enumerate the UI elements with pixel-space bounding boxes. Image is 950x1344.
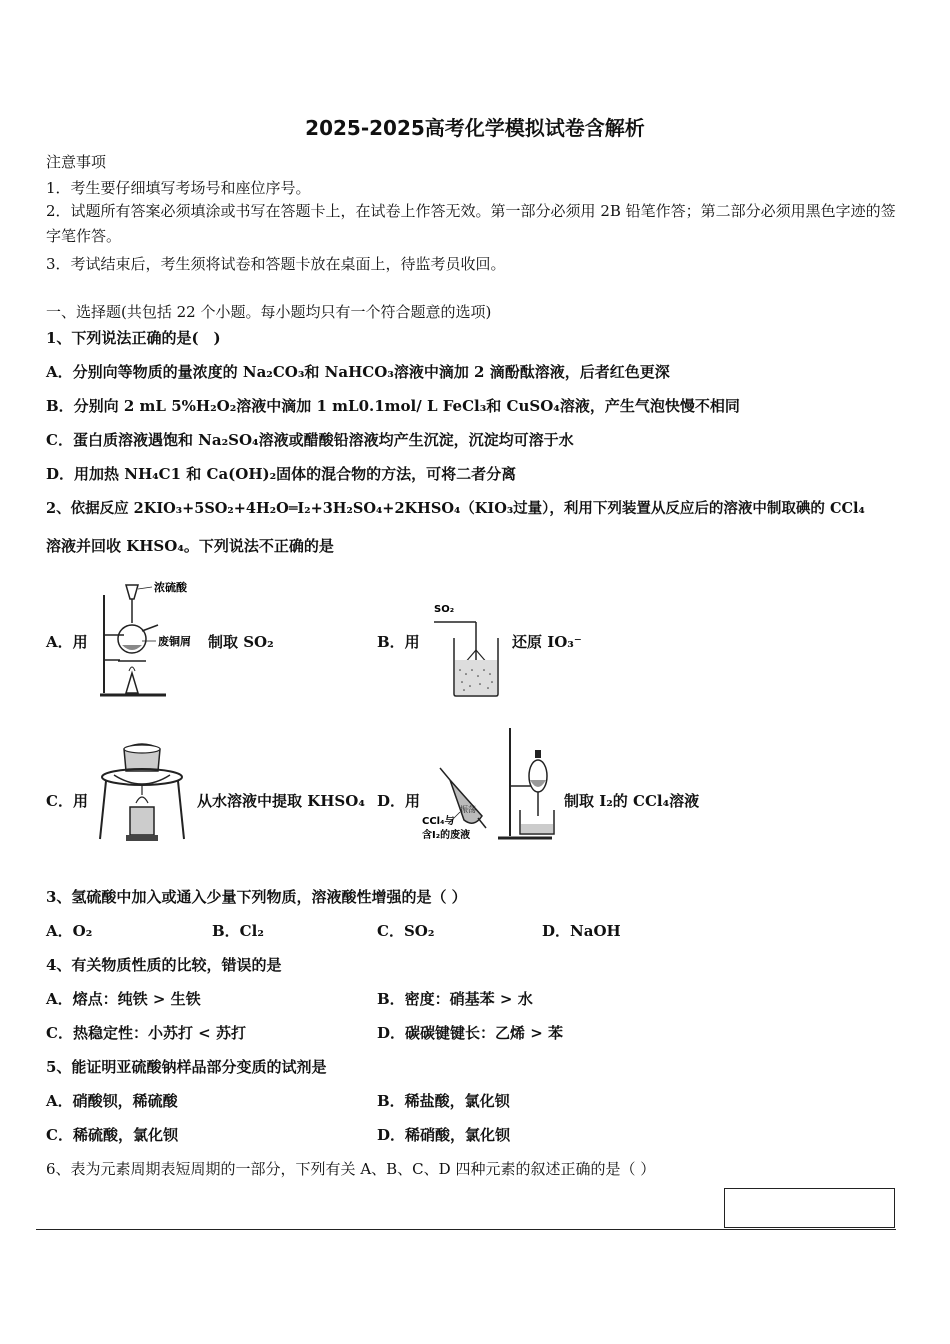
evaporating-dish-tripod-figure <box>96 735 194 847</box>
question-6-stem: 6、表为元素周期表短周期的一部分，下列有关 A、B、C、D 四种元素的叙述正确的是（ ） <box>46 1160 656 1178</box>
question-2-option-c-post: 从水溶液中提取 KHSO₄ <box>197 792 365 810</box>
fig-label-copper-scrap: 废铜屑 <box>158 635 191 648</box>
svg-text:振荡: 振荡 <box>460 805 476 814</box>
question-3-stem: 3、氢硫酸中加入或通入少量下列物质，溶液酸性增强的是（ ） <box>46 888 467 906</box>
question-2-option-b-post: 还原 IO₃⁻ <box>512 633 582 651</box>
question-2-option-a-pre: A．用 <box>46 633 88 651</box>
question-4-option-c: C．热稳定性：小苏打 < 苏打 <box>46 1024 246 1042</box>
so2-generator-apparatus-figure <box>96 575 206 700</box>
question-1-option-b: B．分别向 2 mL 5%H₂O₂溶液中滴加 1 mL0.1mol/ L FeCl₃和 CuSO₄溶液，产生气泡快慢不相同 <box>46 397 740 415</box>
question-4-option-d: D．碳碳键键长：乙烯 > 苯 <box>377 1024 564 1042</box>
section-heading: 一、选择题(共包括 22 个小题。每小题均只有一个符合题意的选项) <box>46 303 492 321</box>
page-title: 2025-2025高考化学模拟试卷含解析 <box>305 116 645 140</box>
fig-label-so2: SO₂ <box>434 604 455 615</box>
question-5-option-b: B．稀盐酸，氯化钡 <box>377 1092 510 1110</box>
question-4-option-a: A．熔点：纯铁 > 生铁 <box>46 990 201 1008</box>
notice-item-3: 3．考试结束后，考生须将试卷和答题卡放在桌面上，待监考员收回。 <box>46 255 506 273</box>
notice-item-2: 2．试题所有答案必须填涂或书写在答题卡上，在试卷上作答无效。第一部分必须用 2B 铅笔作答；第二部分必须用黑色字迹的签字笔作答。 <box>46 202 896 245</box>
question-1-option-d: D．用加热 NH₄C1 和 Ca(OH)₂固体的混合物的方法，可将二者分离 <box>46 465 517 483</box>
question-2-option-a-post: 制取 SO₂ <box>208 633 274 651</box>
question-2-option-c-pre: C．用 <box>46 792 88 810</box>
question-3-option-b: B．Cl₂ <box>212 922 264 940</box>
question-3-option-a: A．O₂ <box>46 922 93 940</box>
question-4-option-b: B．密度：硝基苯 > 水 <box>377 990 533 1008</box>
question-1-stem: 1、下列说法正确的是( ) <box>46 329 221 347</box>
so2-reduction-beaker-figure <box>430 598 505 700</box>
question-2-option-d-post: 制取 I₂的 CCl₄溶液 <box>564 792 700 810</box>
question-5-option-d: D．稀硝酸，氯化钡 <box>377 1126 511 1144</box>
fig-label-conc-sulfuric-acid: 浓硫酸 <box>154 581 187 594</box>
question-2-option-b-pre: B．用 <box>377 633 420 651</box>
question-5-option-a: A．硝酸钡，稀硫酸 <box>46 1092 178 1110</box>
footer-divider <box>36 1229 896 1230</box>
question-4-stem: 4、有关物质性质的比较，错误的是 <box>46 956 282 974</box>
question-5-option-c: C．稀硫酸，氯化钡 <box>46 1126 178 1144</box>
question-1-option-c: C．蛋白质溶液遇饱和 Na₂SO₄溶液或醋酸铅溶液均产生沉淀，沉淀均可溶于水 <box>46 431 574 449</box>
fig-label-ccl4: CCl₄与 <box>422 816 455 827</box>
fig-label-iodine-waste: 含I₂的废液 <box>422 830 471 841</box>
question-2-option-d-pre: D．用 <box>377 792 421 810</box>
notice-item-1: 1．考生要仔细填写考场号和座位序号。 <box>46 179 311 197</box>
question-5-stem: 5、能证明亚硫酸钠样品部分变质的试剂是 <box>46 1058 327 1076</box>
question-3-option-c: C．SO₂ <box>377 922 435 940</box>
question-2-stem-line2: 溶液并回收 KHSO₄。下列说法不正确的是 <box>46 537 334 555</box>
question-2-stem-line1: 2、依据反应 2KIO₃+5SO₂+4H₂O═I₂+3H₂SO₄+2KHSO₄（KIO₃过量），利用下列装置从反应后的溶液中制取碘的 CCl₄ <box>46 500 865 517</box>
question-3-option-d: D．NaOH <box>542 922 621 940</box>
question-1-option-a: A．分别向等物质的量浓度的 Na₂CO₃和 NaHCO₃溶液中滴加 2 滴酚酞溶液，后者红色更深 <box>46 363 670 381</box>
periodic-table-fragment-box <box>724 1188 895 1228</box>
separatory-funnel-figure <box>420 724 560 848</box>
notice-heading: 注意事项 <box>46 153 107 171</box>
